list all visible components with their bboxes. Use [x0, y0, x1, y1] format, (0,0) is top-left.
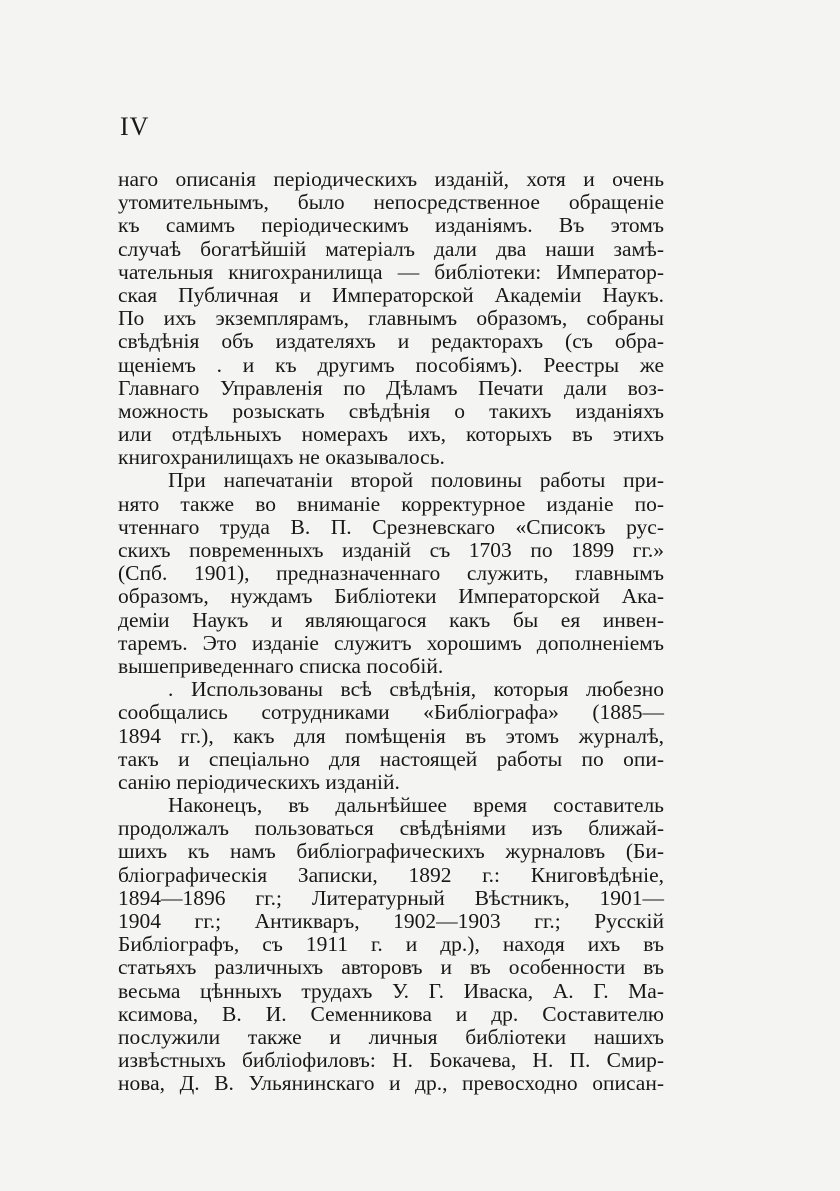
- text-line: статьяхъ различныхъ авторовъ и въ особенности въ: [118, 955, 664, 980]
- text-line: шихъ къ намъ библіографическихъ журналовъ (Би-: [118, 839, 664, 864]
- text-line: чтеннаго труда В. П. Срезневскаго «Списокъ рус-: [118, 514, 664, 539]
- text-line: скихъ повременныхъ изданій съ 1703 по 1899 гг.»: [118, 538, 664, 562]
- text-line: Наконецъ, въ дальнѣйшее время составитель: [168, 793, 664, 818]
- text-line: 1904 гг.; Антикваръ, 1902—1903 гг.; Русскій: [118, 909, 664, 933]
- text-line: нято также во вниманіе корректурное изданіе по-: [118, 491, 664, 516]
- text-line: вышеприведеннаго списка пособій.: [118, 653, 444, 678]
- text-line: бліографическія Записки, 1892 г.: Книговѣдѣніе,: [118, 862, 664, 887]
- page-number: IV: [120, 112, 150, 141]
- text-line: При напечатаніи второй половины работы при-: [168, 468, 664, 493]
- text-line: утомительнымъ, было непосредственное обращеніе: [118, 190, 664, 215]
- text-line: книгохранилищахъ не оказывалось.: [118, 445, 445, 470]
- text-line: (Спб. 1901), предназначеннаго служить, главнымъ: [118, 561, 664, 586]
- text-line: случаѣ богатѣйшій матеріалъ дали два наши замѣ-: [118, 236, 664, 261]
- text-line: деміи Наукъ и являющагося какъ бы ея инвен-: [118, 607, 664, 632]
- text-line: щеніемъ . и къ другимъ пособіямъ). Реестры же: [118, 352, 664, 377]
- text-line: наго описанія періодическихъ изданій, хотя и очень: [118, 167, 664, 191]
- text-line: . Использованы всѣ свѣдѣнія, которыя любезно: [168, 677, 664, 702]
- text-line: По ихъ экземплярамъ, главнымъ образомъ, собраны: [118, 306, 664, 331]
- text-line: чательныя книгохранилища — библіотеки: Император-: [118, 259, 664, 284]
- text-line: къ самимъ періодическимъ изданіямъ. Въ этомъ: [118, 213, 664, 238]
- text-line: извѣстныхъ библіофиловъ: Н. Бокачева, Н. П. Смир-: [118, 1048, 664, 1073]
- text-line: ксимова, В. И. Семенникова и др. Составителю: [118, 1001, 664, 1026]
- text-line: 1894—1896 гг.; Литературный Вѣстникъ, 1901—: [118, 885, 664, 910]
- text-line: такъ и спеціально для настоящей работы по опи-: [118, 746, 664, 771]
- text-line: таремъ. Это изданіе служитъ хорошимъ дополненіемъ: [118, 630, 664, 655]
- text-line: послужили также и личныя библіотеки нашихъ: [118, 1024, 664, 1049]
- text-line: ская Публичная и Императорской Академіи Наукъ.: [118, 282, 664, 307]
- text-line: Главнаго Управленія по Дѣламъ Печати дали воз-: [118, 375, 664, 400]
- body-text: [118, 168, 664, 1096]
- text-line: сообщались сотрудниками «Библіографа» (1885—: [118, 700, 664, 725]
- text-line: нова, Д. В. Ульянинскаго и др., превосходно описан-: [118, 1071, 664, 1096]
- text-line: продолжалъ пользоваться свѣдѣніями изъ ближай-: [118, 816, 664, 841]
- text-line: можность розыскать свѣдѣнія о такихъ изданіяхъ: [118, 398, 664, 423]
- text-line: свѣдѣнія объ издателяхъ и редакторахъ (съ обра-: [118, 329, 664, 354]
- text-line: санію періодическихъ изданій.: [118, 769, 400, 794]
- text-line: весьма цѣнныхъ трудахъ У. Г. Иваска, А. Г. Ма-: [118, 978, 664, 1003]
- text-line: 1894 гг.), какъ для помѣщенія въ этомъ журналѣ,: [118, 723, 664, 748]
- text-line: Библіографъ, съ 1911 г. и др.), находя ихъ въ: [118, 932, 664, 957]
- text-line: или отдѣльныхъ номерахъ ихъ, которыхъ въ этихъ: [118, 422, 664, 447]
- text-line: образомъ, нуждамъ Библіотеки Императорской Ака-: [118, 584, 664, 609]
